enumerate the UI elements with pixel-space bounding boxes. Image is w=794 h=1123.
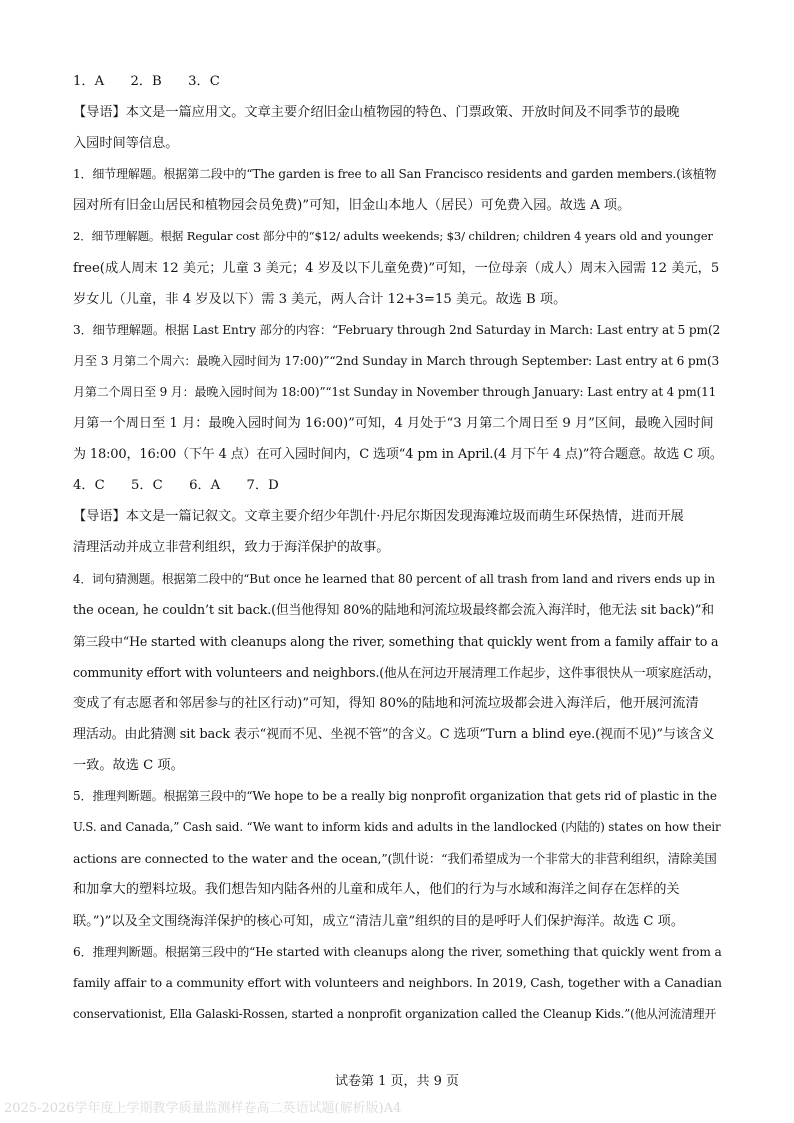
text-line: 第三段中“He started with cleanups along the river, something that quickly went from a family affair to a (73, 633, 719, 649)
text-line: 联。”)”以及全文围绕海洋保护的核心可知，成立“清洁儿童”组织的目的是呼吁人们保护海洋。故选 C 项。 (73, 913, 685, 929)
text-line: 【导语】本文是一篇记叙文。文章主要介绍少年凯什·丹尼尔斯因发现海滩垃圾而萌生环保热情，进而开展 (73, 509, 684, 525)
text-line: 变成了有志愿者和邻居参与的社区行动)”可知，得知 80%的陆地和河流垃圾都会进入海洋后，他开展河流清 (73, 695, 699, 711)
text-line: 6．推理判断题。根据第三段中的“He started with cleanups along the river, something that quickly went from a (73, 944, 722, 959)
text-line: community effort with volunteers and neighbors.(他从在河边开展清理工作起步，这件事很快从一项家庭活动， (73, 664, 721, 680)
page-footer: 试卷第 1 页，共 9 页 (334, 1074, 460, 1089)
text-line: conservationist, Ella Galaski-Rossen, started a nonprofit organization called the Cleanup Kids.”(他从河流清理开 (73, 1006, 717, 1021)
text-line: 4．词句猜测题。根据第二段中的“But once he learned that 80 percent of all trash from land and rivers ends up in (73, 571, 715, 586)
text-line: 理活动。由此猜测 sit back 表示“视而不见、坐视不管”的含义。C 选项“Turn a blind eye.(视而不见)”与该含义 (73, 726, 715, 742)
text-line: 月至 3 月第二个周六：最晚入园时间为 17:00)”“2nd Sunday in March through September: Last entry at 6 pm(3 (73, 353, 720, 368)
text-line: 2．细节理解题。根据 Regular cost 部分中的“$12/ adults weekends; $3/ children; children 4 years old and younger (73, 229, 713, 244)
text-line: 和加拿大的塑料垃圾。我们想告知内陆各州的儿童和成年人，他们的行为与水域和海洋之间存在怎样的关 (73, 882, 680, 898)
text-line: U.S. and Canada,” Cash said. “We want to inform kids and adults in the landlocked (内陆的) states on how their (73, 820, 721, 835)
text-line: 1．细节理解题。根据第二段中的“The garden is free to all San Francisco residents and garden members.(该植物 (73, 167, 717, 182)
text-line: 4．C 5．C 6．A 7．D (73, 478, 279, 494)
watermark-text: 2025-2026学年度上学期教学质量监测样卷高二英语试题(解析版)A4 (4, 1101, 402, 1116)
text-line: 月第一个周日至 1 月：最晚入园时间为 16:00)”可知，4 月处于“3 月第二个周日至 9 月”区间，最晚入园时间 (73, 416, 714, 432)
text-line: 园对所有旧金山居民和植物园会员免费)”可知，旧金山本地人（居民）可免费入园。故选 A 项。 (73, 198, 631, 214)
text-line: 【导语】本文是一篇应用文。文章主要介绍旧金山植物园的特色、门票政策、开放时间及不同季节的最晚 (73, 105, 680, 121)
text-line: 3．细节理解题。根据 Last Entry 部分的内容：“February through 2nd Saturday in March: Last entry at 5 pm(2 (73, 322, 721, 337)
text-line: 月第二个周日至 9 月：最晚入园时间为 18:00)”“1st Sunday in November through January: Last entry at 4 pm(11 (73, 384, 717, 399)
text-line: actions are connected to the water and the ocean,”(凯什说：“我们希望成为一个非常大的非营利组织，清除美国 (73, 851, 717, 867)
text-line: 入园时间等信息。 (73, 136, 179, 152)
text-line: 为 18:00，16:00（下午 4 点）在可入园时间内，C 选项“4 pm in April.(4 月下午 4 点)”符合题意。故选 C 项。 (73, 447, 723, 463)
text-line: 一致。故选 C 项。 (73, 758, 184, 774)
text-line: 岁女儿（儿童，非 4 岁及以下）需 3 美元，两人合计 12+3=15 美元。故选 B 项。 (73, 291, 567, 307)
text-line: family affair to a community effort with volunteers and neighbors. In 2019, Cash, together with a Canadian (73, 975, 722, 990)
text-line: 5．推理判断题。根据第三段中的“We hope to be a really big nonprofit organization that gets rid of plastic in the (73, 789, 717, 804)
text-line: the ocean, he couldn’t sit back.(但当他得知 80%的陆地和河流垃圾最终都会流入海洋时，他无法 sit back)”和 (73, 602, 714, 618)
document-body (73, 66, 723, 1030)
text-line: 清理活动并成立非营利组织，致力于海洋保护的故事。 (73, 540, 390, 556)
text-line: 1．A 2．B 3．C (73, 74, 220, 89)
text-line: free(成人周末 12 美元；儿童 3 美元；4 岁及以下儿童免费)”可知，一位母亲（成人）周末入园需 12 美元，5 (73, 260, 720, 276)
